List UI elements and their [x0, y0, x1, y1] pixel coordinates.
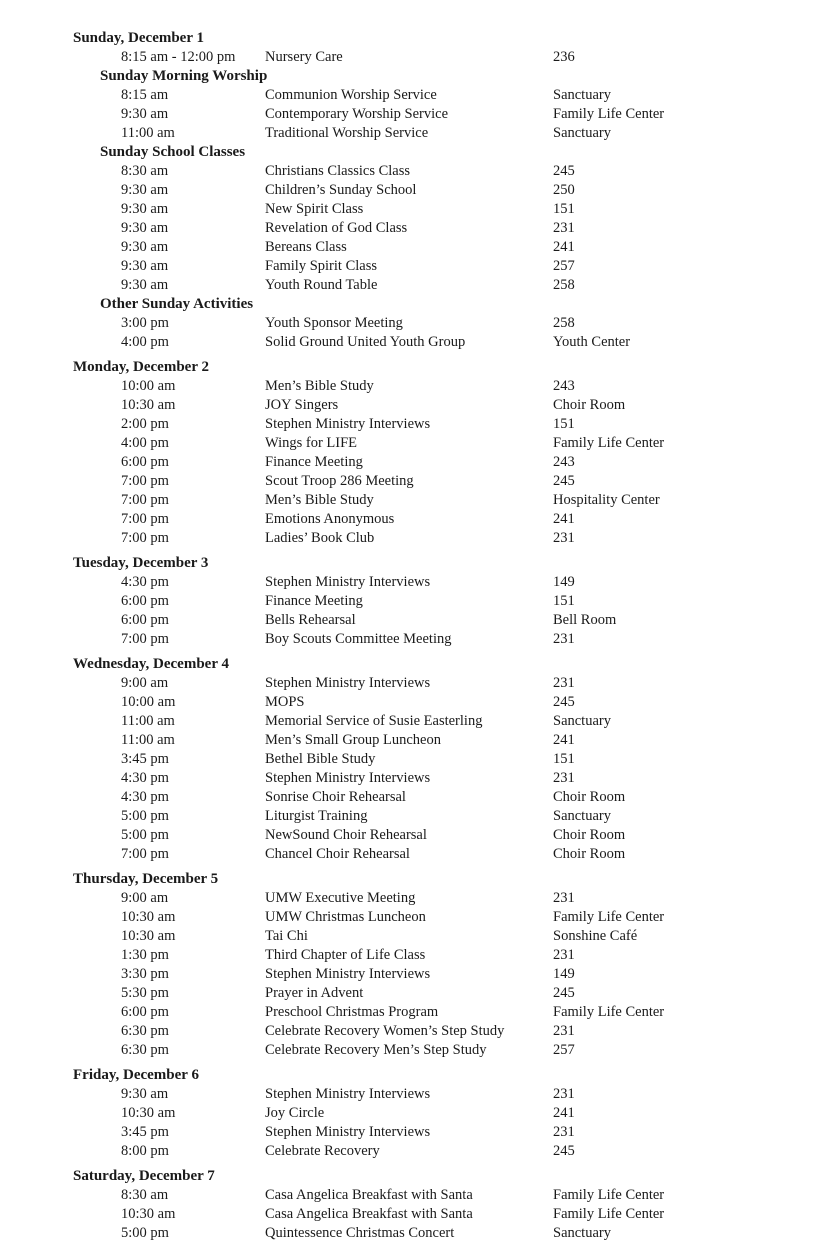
event-row	[0, 1205, 816, 1224]
event-location: Family Life Center	[553, 1206, 665, 1222]
event-row	[0, 788, 816, 807]
day-heading: Thursday, December 5	[73, 871, 219, 887]
event-location: Sanctuary	[553, 1225, 611, 1241]
event-row	[0, 826, 816, 845]
day-heading: Saturday, December 7	[73, 1168, 215, 1184]
event-name: Third Chapter of Life Class	[265, 947, 426, 963]
event-time: 7:00 pm	[121, 511, 169, 527]
event-location: Choir Room	[553, 789, 626, 805]
event-name: Celebrate Recovery	[265, 1143, 380, 1159]
event-row	[0, 453, 816, 472]
event-time: 9:30 am	[121, 1086, 169, 1102]
event-time: 3:45 pm	[121, 751, 169, 767]
event-row	[0, 510, 816, 529]
event-name: Youth Round Table	[265, 277, 378, 293]
event-name: Contemporary Worship Service	[265, 106, 448, 122]
event-name: Emotions Anonymous	[265, 511, 395, 527]
event-row	[0, 396, 816, 415]
event-row	[0, 630, 816, 649]
event-time: 6:00 pm	[121, 1004, 169, 1020]
event-location: 149	[553, 966, 575, 982]
event-location: 151	[553, 751, 575, 767]
event-row	[0, 124, 816, 143]
event-time: 8:00 pm	[121, 1143, 169, 1159]
event-name: Stephen Ministry Interviews	[265, 1086, 431, 1102]
event-location: Family Life Center	[553, 1004, 665, 1020]
event-name: Boy Scouts Committee Meeting	[265, 631, 452, 647]
event-row	[0, 162, 816, 181]
event-time: 6:00 pm	[121, 612, 169, 628]
section-heading: Sunday School Classes	[100, 144, 246, 160]
event-location: 231	[553, 1086, 575, 1102]
event-name: Nursery Care	[265, 49, 343, 65]
event-time: 7:00 pm	[121, 530, 169, 546]
event-row	[0, 200, 816, 219]
weekly-schedule	[0, 29, 816, 1243]
event-row	[0, 472, 816, 491]
event-time: 7:00 pm	[121, 631, 169, 647]
event-row	[0, 674, 816, 693]
event-name: MOPS	[265, 694, 305, 710]
event-location: 231	[553, 770, 575, 786]
event-time: 6:30 pm	[121, 1042, 169, 1058]
event-row	[0, 1186, 816, 1205]
event-name: NewSound Choir Rehearsal	[265, 827, 427, 843]
event-row	[0, 377, 816, 396]
event-location: 149	[553, 574, 575, 590]
event-row	[0, 769, 816, 788]
event-time: 2:00 pm	[121, 416, 169, 432]
event-location: Sanctuary	[553, 713, 611, 729]
event-location: Family Life Center	[553, 106, 665, 122]
event-time: 10:30 am	[121, 397, 176, 413]
event-location: Hospitality Center	[553, 492, 660, 508]
event-row	[0, 927, 816, 946]
event-row	[0, 1022, 816, 1041]
event-name: Revelation of God Class	[265, 220, 408, 236]
event-time: 4:00 pm	[121, 334, 169, 350]
event-row	[0, 908, 816, 927]
event-location: Youth Center	[553, 334, 631, 350]
event-location: 151	[553, 416, 575, 432]
event-name: Prayer in Advent	[265, 985, 364, 1001]
event-name: UMW Christmas Luncheon	[265, 909, 426, 925]
event-name: Children’s Sunday School	[265, 182, 417, 198]
event-time: 4:30 pm	[121, 789, 169, 805]
event-location: 231	[553, 890, 575, 906]
event-time: 3:45 pm	[121, 1124, 169, 1140]
event-time: 5:30 pm	[121, 985, 169, 1001]
event-location: 236	[553, 49, 575, 65]
event-time: 7:00 pm	[121, 846, 169, 862]
event-name: Stephen Ministry Interviews	[265, 675, 431, 691]
event-time: 4:30 pm	[121, 574, 169, 590]
event-location: 245	[553, 694, 575, 710]
event-row	[0, 1142, 816, 1161]
event-name: Bells Rehearsal	[265, 612, 356, 628]
event-location: 250	[553, 182, 575, 198]
event-row	[0, 1224, 816, 1243]
event-name: Men’s Bible Study	[265, 378, 374, 394]
event-location: Choir Room	[553, 397, 626, 413]
event-name: Ladies’ Book Club	[265, 530, 375, 546]
event-time: 10:00 am	[121, 694, 176, 710]
event-name: Finance Meeting	[265, 454, 363, 470]
event-name: Men’s Bible Study	[265, 492, 374, 508]
event-name: Men’s Small Group Luncheon	[265, 732, 441, 748]
event-row	[0, 257, 816, 276]
event-location: 241	[553, 239, 575, 255]
event-row	[0, 86, 816, 105]
event-time: 8:15 am	[121, 87, 169, 103]
event-time: 4:00 pm	[121, 435, 169, 451]
event-row	[0, 592, 816, 611]
event-time: 10:30 am	[121, 909, 176, 925]
event-name: Stephen Ministry Interviews	[265, 1124, 431, 1140]
event-location: 231	[553, 675, 575, 691]
event-time: 9:30 am	[121, 201, 169, 217]
event-name: Bethel Bible Study	[265, 751, 376, 767]
event-row	[0, 434, 816, 453]
event-location: Family Life Center	[553, 909, 665, 925]
event-time: 5:00 pm	[121, 827, 169, 843]
event-time: 9:30 am	[121, 277, 169, 293]
event-time: 7:00 pm	[121, 492, 169, 508]
event-location: 241	[553, 511, 575, 527]
event-row	[0, 1104, 816, 1123]
event-location: 241	[553, 732, 575, 748]
event-name: Casa Angelica Breakfast with Santa	[265, 1187, 473, 1203]
day-heading: Tuesday, December 3	[73, 555, 209, 571]
event-name: Casa Angelica Breakfast with Santa	[265, 1206, 473, 1222]
event-location: Sanctuary	[553, 125, 611, 141]
event-row	[0, 333, 816, 352]
event-time: 9:30 am	[121, 258, 169, 274]
day-heading: Wednesday, December 4	[73, 656, 229, 672]
event-row	[0, 314, 816, 333]
event-row	[0, 105, 816, 124]
event-time: 3:30 pm	[121, 966, 169, 982]
event-location: 231	[553, 1023, 575, 1039]
event-row	[0, 1123, 816, 1142]
day-heading: Sunday, December 1	[73, 30, 204, 46]
event-location: Bell Room	[553, 612, 617, 628]
event-row	[0, 693, 816, 712]
event-location: 151	[553, 593, 575, 609]
event-row	[0, 573, 816, 592]
event-time: 1:30 pm	[121, 947, 169, 963]
event-time: 6:00 pm	[121, 454, 169, 470]
event-name: Sonrise Choir Rehearsal	[265, 789, 406, 805]
event-row	[0, 529, 816, 548]
event-location: Family Life Center	[553, 1187, 665, 1203]
section-heading: Other Sunday Activities	[100, 296, 254, 312]
event-row	[0, 965, 816, 984]
event-location: 231	[553, 947, 575, 963]
event-location: 231	[553, 1124, 575, 1140]
event-row	[0, 276, 816, 295]
event-time: 6:30 pm	[121, 1023, 169, 1039]
event-location: Choir Room	[553, 827, 626, 843]
event-name: Stephen Ministry Interviews	[265, 574, 431, 590]
event-name: Family Spirit Class	[265, 258, 377, 274]
event-name: Chancel Choir Rehearsal	[265, 846, 410, 862]
event-time: 8:30 am	[121, 1187, 169, 1203]
event-time: 9:30 am	[121, 239, 169, 255]
event-time: 9:30 am	[121, 106, 169, 122]
day-heading: Monday, December 2	[73, 359, 209, 375]
event-location: Family Life Center	[553, 435, 665, 451]
event-location: 258	[553, 315, 575, 331]
event-row	[0, 491, 816, 510]
event-name: Joy Circle	[265, 1105, 325, 1121]
event-time: 5:00 pm	[121, 808, 169, 824]
event-row	[0, 611, 816, 630]
event-row	[0, 181, 816, 200]
event-location: 243	[553, 378, 575, 394]
event-location: 231	[553, 530, 575, 546]
event-name: Solid Ground United Youth Group	[265, 334, 466, 350]
event-row	[0, 1085, 816, 1104]
event-time: 9:00 am	[121, 675, 169, 691]
event-location: 231	[553, 220, 575, 236]
event-name: UMW Executive Meeting	[265, 890, 416, 906]
event-time: 11:00 am	[121, 713, 175, 729]
event-time: 11:00 am	[121, 125, 175, 141]
event-name: Youth Sponsor Meeting	[265, 315, 403, 331]
event-location: 241	[553, 1105, 575, 1121]
event-name: Stephen Ministry Interviews	[265, 770, 431, 786]
event-name: Traditional Worship Service	[265, 125, 429, 141]
event-row	[0, 238, 816, 257]
event-row	[0, 731, 816, 750]
event-row	[0, 415, 816, 434]
event-row	[0, 48, 816, 67]
event-name: New Spirit Class	[265, 201, 364, 217]
event-name: JOY Singers	[265, 397, 339, 413]
event-name: Bereans Class	[265, 239, 347, 255]
event-location: Choir Room	[553, 846, 626, 862]
event-row	[0, 946, 816, 965]
event-time: 5:00 pm	[121, 1225, 169, 1241]
event-location: Sanctuary	[553, 87, 611, 103]
event-name: Scout Troop 286 Meeting	[265, 473, 414, 489]
event-location: 257	[553, 1042, 575, 1058]
event-name: Christians Classics Class	[265, 163, 411, 179]
event-name: Tai Chi	[265, 928, 308, 944]
event-row	[0, 889, 816, 908]
event-time: 11:00 am	[121, 732, 175, 748]
event-location: Sanctuary	[553, 808, 611, 824]
event-row	[0, 845, 816, 864]
event-name: Wings for LIFE	[265, 435, 358, 451]
event-row	[0, 712, 816, 731]
event-time: 8:30 am	[121, 163, 169, 179]
event-location: 243	[553, 454, 575, 470]
event-name: Communion Worship Service	[265, 87, 437, 103]
event-row	[0, 807, 816, 826]
event-location: 151	[553, 201, 575, 217]
event-row	[0, 219, 816, 238]
event-location: Sonshine Café	[553, 928, 638, 944]
event-location: 245	[553, 1143, 575, 1159]
event-name: Stephen Ministry Interviews	[265, 966, 431, 982]
event-time: 10:30 am	[121, 928, 176, 944]
event-time: 7:00 pm	[121, 473, 169, 489]
event-row	[0, 1003, 816, 1022]
event-time: 9:30 am	[121, 220, 169, 236]
event-name: Quintessence Christmas Concert	[265, 1225, 455, 1241]
event-time: 4:30 pm	[121, 770, 169, 786]
section-heading: Sunday Morning Worship	[100, 68, 268, 84]
event-name: Celebrate Recovery Women’s Step Study	[265, 1023, 505, 1039]
day-heading: Friday, December 6	[73, 1067, 199, 1083]
event-name: Liturgist Training	[265, 808, 368, 824]
event-row	[0, 1041, 816, 1060]
event-name: Finance Meeting	[265, 593, 363, 609]
event-location: 245	[553, 473, 575, 489]
event-name: Stephen Ministry Interviews	[265, 416, 431, 432]
event-row	[0, 750, 816, 769]
event-time: 9:00 am	[121, 890, 169, 906]
event-time: 8:15 am - 12:00 pm	[121, 49, 236, 65]
event-location: 258	[553, 277, 575, 293]
event-row	[0, 984, 816, 1003]
event-time: 10:00 am	[121, 378, 176, 394]
event-name: Celebrate Recovery Men’s Step Study	[265, 1042, 487, 1058]
event-time: 9:30 am	[121, 182, 169, 198]
event-time: 6:00 pm	[121, 593, 169, 609]
event-time: 10:30 am	[121, 1206, 176, 1222]
event-location: 257	[553, 258, 575, 274]
event-location: 231	[553, 631, 575, 647]
event-location: 245	[553, 163, 575, 179]
event-location: 245	[553, 985, 575, 1001]
event-time: 3:00 pm	[121, 315, 169, 331]
event-name: Memorial Service of Susie Easterling	[265, 713, 483, 729]
event-time: 10:30 am	[121, 1105, 176, 1121]
event-name: Preschool Christmas Program	[265, 1004, 439, 1020]
